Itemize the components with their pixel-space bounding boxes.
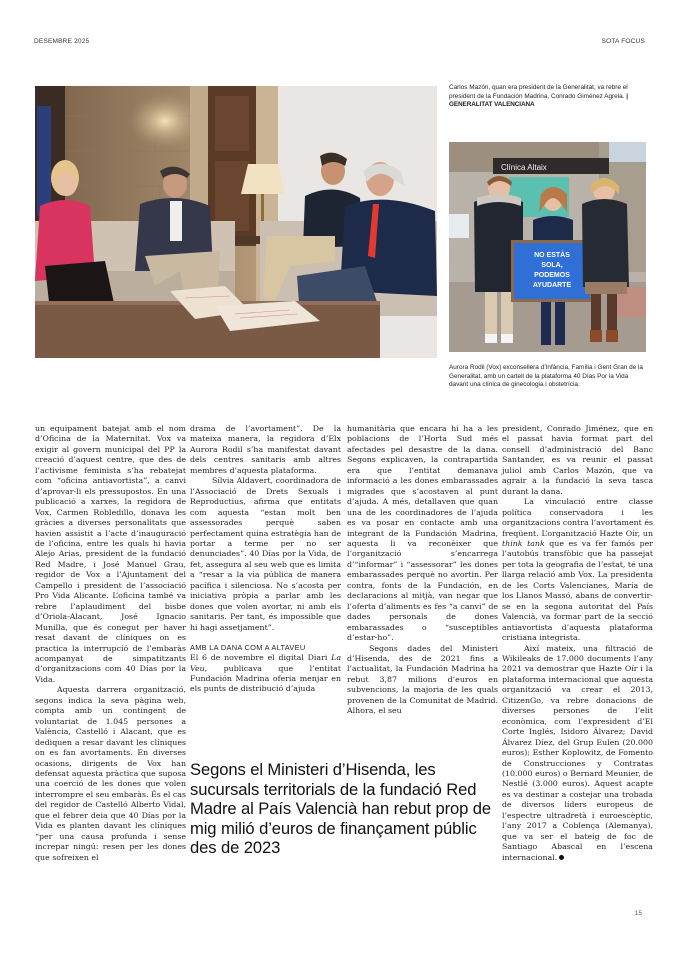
photo-meeting-icon — [35, 86, 437, 358]
svg-text:SOLA,: SOLA, — [541, 262, 563, 269]
article-column-4 — [502, 424, 653, 863]
paragraph — [502, 497, 653, 643]
article-column-1 — [35, 424, 186, 863]
photo-protest-icon — [449, 142, 646, 352]
svg-text:Clínica Altaix: Clínica Altaix — [501, 163, 547, 172]
paragraph: president, Conrado Jiménez, que en el passat havia format part del consell d’administració del Banc Santander, es va reunir el passat juliol amb Carlos Mazón, que va agrair a la fundació la seva tasca durant la dana. — [502, 424, 653, 496]
paragraph: Segons dades del Ministeri d’Hisenda, des de 2021 fins a l’actualitat, la Fundación Madrina ha rebut 3,87 milions d’euros en subvencions, la majoria de les quals provenen de la Comunitat de Madrid. Alhora, el seu — [347, 643, 498, 716]
emphasis: think tank — [502, 538, 545, 548]
paragraph: drama de l’avortament”. De la mateixa manera, la regidora d’Elx Aurora Rodil s’ha manifestat davant dels centres sanitaris amb altres membres d’aquesta plataforma. — [190, 424, 341, 475]
article-column-2 — [190, 424, 341, 695]
paragraph — [190, 653, 341, 695]
svg-text:PODEMOS: PODEMOS — [534, 272, 570, 279]
paragraph: humanitària que encara hi ha a les poblacions de l’Horta Sud més afectades pel desastre de la dana. Segons explicaven, la contrapartida era que l’entitat demanava informació a les dones embarassades migrades que s’acostaven al punt d’ajuda. A més, detallaven que quan una de les coordinadores de l’ajuda es va posar en contacte amb una integrant de la Fundación Madrina, aquesta li va reconèixer que l’organització s’encarrega d’“informar” i “assessorar” les dones embarassades perquè no avortin. Per contra, fonts de la Fundación, en declaracions al mitjà, van negar que l’oferta d’aliments es fes “a canvi” de dades personals de dones embarassades o “susceptibles d’estar-ho”. — [347, 424, 498, 643]
section-subhead: AMB LA DANA COM A ALTAVEU — [190, 643, 306, 653]
text-run: , publicava que l’entitat Fundación Madrina oferia menjar en els punts de distribució d’ajuda — [190, 663, 341, 694]
svg-text:NO ESTÀS: NO ESTÀS — [534, 252, 570, 259]
article-column-3 — [347, 424, 498, 717]
photo-caption-protest: Aurora Rodil (Vox) exconsellera d’Infància, Família i Gent Gran de la Generalitat, amb un cartell de la plataforma 40 Días Por la Vida davant una clínica de ginecologia i obstetrícia. — [449, 364, 643, 389]
end-of-article-icon — [559, 855, 564, 860]
photo-meeting — [35, 86, 437, 358]
text-run: El 6 de novembre el digital Diari — [190, 653, 332, 663]
paragraph: un equipament batejat amb el nom d’Oficina de la Maternitat. Vox va exigir al govern municipal del PP la creació d’aquest centre, que des de l’activisme feminista s’ha rebatejat com “oficina antiavortista”, a canvi d’aprovar-li els pressupostos. En una publicació a xarxes, la regidora de Vox, Carmen Robledillo, donava les gràcies a diverses personalitats que havien assistit a l’acte d’inauguració de l’oficina, entre les quals hi havia Alejo Arias, president de la fundació Red Madre, i José Manuel Grau, regidor de Vox a l’Ajuntament del Campello i president de l’associació Pro Vida Alicante. L’oficina també va rebre l’aplaudiment del bisbe d’Oriola-Alacant, José Ignacio Munilla, que és conegut per haver resat davant de clíniques on es practica la interrupció de l’embaràs acompanyat de simpatitzants d’organitzacions com 40 Días por la Vida. — [35, 424, 186, 684]
pull-quote: Segons el Ministeri d’Hisenda, les sucursals territorials de la fundació Red Madre al País Valencià han rebut prop de mig milió d’euros de finançament públic des de 2023 — [190, 760, 492, 858]
photo-protest — [449, 142, 646, 352]
svg-text:AYUDARTE: AYUDARTE — [532, 282, 572, 289]
publication-name: La Veu — [190, 653, 341, 673]
text-run: La vinculació entre classe política conservadora i les organitzacions contra l’avortament és freqüent. L’organització Hazte Oír, un — [502, 497, 653, 538]
paragraph: Sílvia Aldavert, coordinadora de l’Associació de Drets Sexuals i Reproductius, afirma que entitats com aquesta “estan molt ben assessorades perquè saben perfectament quina estratègia han de portar a terme per no ser denunciades”. 40 Días por la Vida, de fet, assegura al seu web que es limita a “resar a la via pública de manera pacífica i silenciosa. No s’acosta per iniciativa pròpia a parlar amb les dones que volen avortar, ni amb els sanitaris. Per tant, és impossible que hi hagi assetjament”. — [190, 476, 341, 632]
caption-text: Carlos Mazón, quan era president de la Generalitat, va rebre el president de la Fundación Madrina, Conrado Giménez Agrela. — [449, 84, 628, 100]
photo-caption-meeting — [449, 84, 649, 110]
text-run: que es va fer famós per l’autobús transfòbic que ha passejat per tota la geografia de l’estat, té una llarga relació amb Vox. La presidenta de les Corts Valencianes, María de los Llanos Massó, abans de convertir-se en la segona autoritat del País Valencià, va formar part de la secció antiavortista d’aquesta plataforma cristiana integrista. — [502, 538, 654, 643]
page-number: 15 — [634, 910, 642, 917]
paragraph — [502, 644, 653, 864]
paragraph: Aquesta darrera organització, segons indica la seva pàgina web, compta amb un contingent de voluntariat de 1.045 persones a València, Castelló i Alacant, que es dediquen a resar davant les clíniques on es fan avortaments. En diverses ocasions, dirigents de Vox han defensat aquesta pràctica que suposa una coerció de les dones que volen interrompre el seu embaràs. És el cas del regidor de Castelló Alberto Vidal, que el febrer deia que 40 Días por la Vida es planten davant les clíniques “per una causa profunda i sense increpar ningú: resen per les dones que sofreixen el — [35, 685, 186, 862]
section-name: SOTA FOCUS — [601, 38, 645, 45]
text-run: Així mateix, una filtració de Wikileaks de 17.000 documents l’any 2021 va demostrar que Hazte Oír i la plataforma internacional que aquesta organització va crear el 2013, CitizenGo, va rebre donacions de diverses persones de l’elit econòmica, com l’expresident d’El Corte Inglés, Isidoro Álvarez; David Álvarez Díez, del Grup Eulen (20.000 euros); Esther Koplowitz, de Fomento de Construcciones y Contratas (10.000 euros) o Bernard Meunier, de Nestlé (3.000 euros). Aquest acapte es va destinar a costejar una trobada de diversos líders europeus de l’espectre ultradretà i euroescèptic, l’any 2017 a Coblença (Alemanya), que va ser el bateig de foc de Santiago Abascal en l’escena internacional. — [502, 643, 653, 862]
photo-credit: | GENERALITAT VALENCIANA — [449, 92, 628, 109]
issue-date: DESEMBRE 2025 — [34, 38, 90, 45]
